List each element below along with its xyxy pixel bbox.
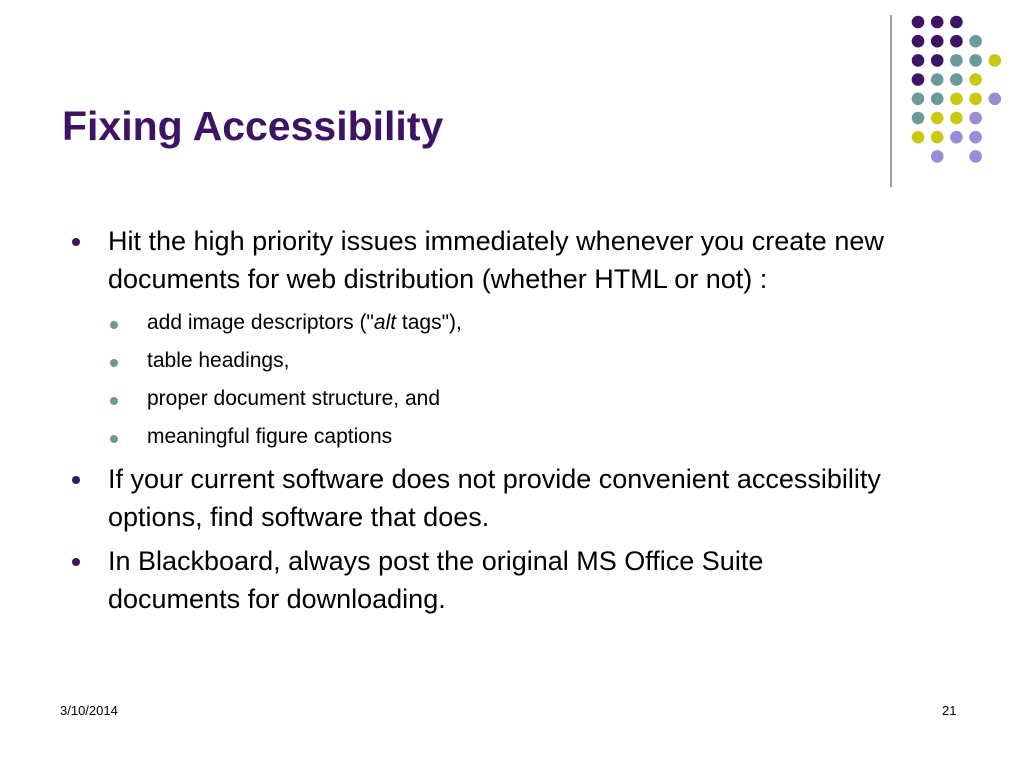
decorative-dot xyxy=(912,93,925,106)
bullet-text: Hit the high priority issues immediately whenever you create new documents for web distribution (whether HTML or not) : xyxy=(108,226,884,294)
decorative-dot xyxy=(912,73,925,86)
decorative-dot xyxy=(931,54,944,67)
bullet-text: If your current software does not provide convenient accessibility options, find software that does. xyxy=(108,464,881,532)
decorative-dot xyxy=(950,131,963,144)
sub-bullet-item xyxy=(70,418,890,456)
decorative-dot xyxy=(969,93,982,106)
decorative-dot xyxy=(950,73,963,86)
bullet-list xyxy=(70,222,890,624)
decorative-dot xyxy=(912,54,925,67)
bullet-dot-icon xyxy=(72,558,80,566)
sub-bullet-dot-icon xyxy=(110,435,118,443)
page-number: 21 xyxy=(942,703,957,718)
decorative-dot xyxy=(969,73,982,86)
decorative-dot xyxy=(931,131,944,144)
slide-title: Fixing Accessibility xyxy=(62,103,444,149)
decorative-dot xyxy=(950,112,963,125)
sub-bullet-item xyxy=(70,380,890,418)
decorative-dot xyxy=(950,54,963,67)
sub-bullet-dot-icon xyxy=(110,397,118,405)
bullet-item xyxy=(70,460,890,536)
decorative-dot xyxy=(912,131,925,144)
decorative-dot xyxy=(931,16,944,29)
decorative-dot xyxy=(931,93,944,106)
sub-bullet-item xyxy=(70,342,890,380)
vertical-divider xyxy=(890,15,892,187)
sub-bullet-text-after: tags"), xyxy=(396,311,462,334)
sub-bullet-text: meaningful figure captions xyxy=(147,425,393,448)
decorative-dot xyxy=(931,112,944,125)
decorative-dot xyxy=(912,112,925,125)
decorative-dot xyxy=(931,73,944,86)
decorative-dot xyxy=(912,16,925,29)
decorative-dot xyxy=(912,35,925,48)
decorative-dot xyxy=(969,35,982,48)
decorative-dot xyxy=(931,35,944,48)
decorative-dot xyxy=(931,150,944,163)
decorative-dot xyxy=(969,131,982,144)
decorative-dot xyxy=(989,54,1002,67)
bullet-text: In Blackboard, always post the original MS Office Suite documents for downloading. xyxy=(108,546,764,614)
sub-bullet-text: table headings, xyxy=(147,349,290,372)
sub-bullet-item xyxy=(70,304,890,342)
sub-bullet-text: proper document structure, and xyxy=(147,387,440,410)
bullet-dot-icon xyxy=(72,238,80,246)
decorative-dot xyxy=(969,112,982,125)
sub-bullet-text-before: add image descriptors (" xyxy=(147,311,374,334)
sub-bullet-text-italic: alt xyxy=(373,311,397,334)
decorative-dot xyxy=(969,54,982,67)
decorative-dot xyxy=(950,93,963,106)
bullet-item xyxy=(70,542,890,618)
decorative-dot xyxy=(969,150,982,163)
decorative-dot xyxy=(989,93,1002,106)
decorative-dot xyxy=(950,16,963,29)
sub-bullet-list xyxy=(70,304,890,456)
decorative-dot xyxy=(950,35,963,48)
sub-bullet-dot-icon xyxy=(110,321,118,329)
footer-date: 3/10/2014 xyxy=(60,703,118,718)
sub-bullet-dot-icon xyxy=(110,359,118,367)
bullet-dot-icon xyxy=(72,476,80,484)
bullet-item xyxy=(70,222,890,298)
